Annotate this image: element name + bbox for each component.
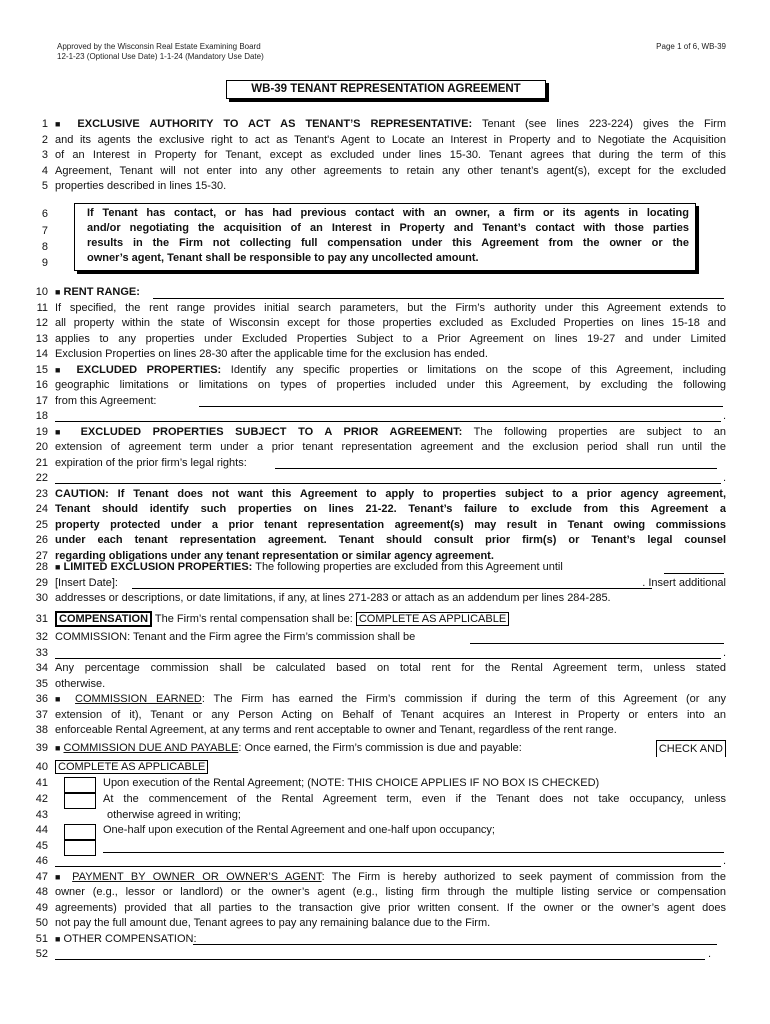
option-text-3: otherwise agreed in writing; xyxy=(107,808,241,821)
line-7: 7 xyxy=(41,225,48,237)
excluded-text-2: geographic limitations or limitations on types of properties included under this Agreement, by excluding the following xyxy=(55,379,726,391)
line-39: 39 ■ COMMISSION DUE AND PAYABLE: Once earned, the Firm’s commission is due and payable: CHECK AND xyxy=(0,740,770,757)
notice-line-2: and/or negotiating the acquisition of an Interest in Property and Tenant’s contact with those parties xyxy=(87,222,689,234)
exclusive-label: EXCLUSIVE AUTHORITY TO ACT AS TENANT’S REPRESENTATIVE: xyxy=(77,118,473,130)
line-43: 43 otherwise agreed in writing; xyxy=(0,808,770,824)
limited-text-1: The following properties are excluded from this Agreement until xyxy=(255,561,563,573)
limited-text-2-end: . Insert additional xyxy=(642,576,726,589)
compensation-text: The Firm’s rental compensation shall be: xyxy=(154,613,353,625)
other-label: OTHER COMPENSATION: xyxy=(63,932,197,945)
commission-field-2[interactable] xyxy=(55,658,721,659)
line-42: 42 At the commencement of the Rental Agreement term, even if the Tenant does not take occupancy, unless xyxy=(0,792,770,808)
caution-text-4: under each tenant representation agreement. Tenant should consult prior firm(s) or Tenant’s legal counsel xyxy=(55,534,726,546)
compensation-instruction: COMPLETE AS APPLICABLE xyxy=(356,612,509,626)
caution-text-1: CAUTION: If Tenant does not want this Agreement to apply to properties subject to a prior agency agreement, xyxy=(55,487,726,500)
line-29: 29 [Insert Date]: . Insert additional xyxy=(0,576,770,592)
payment-text-2: owner (e.g., lessor or landlord) or the owner’s agent (e.g., listing firm through the multiple listing service or compensation xyxy=(55,886,726,898)
other-compensation-field-2[interactable] xyxy=(55,959,705,960)
line-50: 50 not pay the full amount due, Tenant agrees to pay any remaining balance due to the Firm. xyxy=(0,916,770,932)
excluded-text-1: Identify any specific properties or limitations on the scope of this Agreement, including xyxy=(230,363,726,376)
caution-text-5: regarding obligations under any tenant representation or similar agency agreement. xyxy=(55,549,494,562)
notice-line-1: If Tenant has contact, or has had previous contact with an owner, a firm or its agents in locating xyxy=(87,207,689,219)
line-2: 2 and its agents the exclusive right to act as Tenant's Agent to Locate an Interest in Property and to Negotiate the Acquisition xyxy=(0,133,770,149)
line-26: 26 under each tenant representation agreement. Tenant should consult prior firm(s) or Tenant’s legal counsel xyxy=(0,533,770,549)
notice-line-3: results in the Firm not collecting full compensation under this Agreement from the owner or the xyxy=(87,237,689,249)
line-6: 6 xyxy=(41,208,48,220)
exclusive-text-3: of an Interest in Property for Tenant, except as excluded under lines 15-30. Tenant agrees that during the term of this xyxy=(55,149,726,161)
line-3: 3 of an Interest in Property for Tenant, except as excluded under lines 15-30. Tenant agrees that during the term of this xyxy=(0,148,770,164)
line-18-period: . xyxy=(722,410,726,422)
exclusive-text-2: and its agents the exclusive right to act as Tenant's Agent to Locate an Interest in Property and to Negotiate the Acquisition xyxy=(55,133,726,146)
line-34: 34 Any percentage commission shall be calculated based on total rent for the Rental Agreement term, unless stated xyxy=(0,661,770,677)
line-22: 22 . xyxy=(0,471,770,487)
line-48: 48 owner (e.g., lessor or landlord) or the owner’s agent (e.g., listing firm through the multiple listing service or compensation xyxy=(0,885,770,901)
prior-text-2: extension of agreement term under a prior tenant representation agreement and the exclusion period shall run until the xyxy=(55,441,726,453)
header-approval xyxy=(57,42,264,62)
prior-label: EXCLUDED PROPERTIES SUBJECT TO A PRIOR AGREEMENT: xyxy=(80,425,463,438)
line-46: 46 . xyxy=(0,854,770,870)
line-47: 47 ■ PAYMENT BY OWNER OR OWNER’S AGENT: The Firm is hereby authorized to seek payment of commission from the xyxy=(35,870,726,883)
option-other-field[interactable] xyxy=(103,852,724,853)
line-33-period: . xyxy=(722,646,726,659)
line-24: 24 Tenant should identify such properties on lines 21-22. Tenant’s failure to exclude from this Agreement a xyxy=(0,502,770,518)
notice-line-4: owner’s agent, Tenant shall be responsible to pay any uncollected amount. xyxy=(87,252,479,264)
line-15: 15 ■ EXCLUDED PROPERTIES: Identify any specific properties or limitations on the scope of this Agreement, including xyxy=(35,363,726,376)
line-4: 4 Agreement, Tenant will not enter into any other agreements to retain any other tenant’s agent(s), except for the excluded xyxy=(0,164,770,180)
header-page-number: Page 1 of 6, WB-39 xyxy=(656,42,726,51)
earned-label: COMMISSION EARNED xyxy=(75,693,202,705)
line-25: 25 property protected under a prior tenant representation agreement(s) may result in Tenant owing commissions xyxy=(0,518,770,534)
earned-text-3: enforceable Rental Agreement, at any terms and rent acceptable to owner and Tenant, regardless of the rent range. xyxy=(55,724,617,736)
limited-label: LIMITED EXCLUSION PROPERTIES: xyxy=(63,561,253,573)
line-8: 8 xyxy=(41,241,48,253)
line-36: 36 ■ COMMISSION EARNED: The Firm has earned the Firm’s commission if during the term of this Agreement (or any xyxy=(35,693,726,705)
compensation-label: COMPENSATION xyxy=(55,611,152,627)
percentage-text-2: otherwise. xyxy=(55,677,106,690)
rent-range-text-3: applies to any properties under Excluded Properties Subject to a Prior Agreement on lines 19-27 and under Limited xyxy=(55,332,726,345)
excluded-text-3: from this Agreement: xyxy=(55,394,157,407)
bullet: ■ xyxy=(55,694,67,704)
bullet: ■ xyxy=(55,119,68,129)
header-approval-line2: 12-1-23 (Optional Use Date) 1-1-24 (Mandatory Use Date) xyxy=(57,52,264,61)
exclusive-text-1: Tenant (see lines 223-224) gives the Firm xyxy=(481,118,726,130)
bullet: ■ xyxy=(55,364,67,375)
commission-text: COMMISSION: Tenant and the Firm agree the Firm’s commission shall be xyxy=(55,631,416,643)
due-instruction-2: COMPLETE AS APPLICABLE xyxy=(55,760,208,774)
rent-range-text-4: Exclusion Properties on lines 28-30 after the applicable time for the exclusion has ended. xyxy=(55,348,488,360)
limited-address-field[interactable] xyxy=(132,588,652,589)
header-approval-line1: Approved by the Wisconsin Real Estate Examining Board xyxy=(57,42,261,51)
line-23: 23 CAUTION: If Tenant does not want this Agreement to apply to properties subject to a prior agency agreement, xyxy=(0,487,770,503)
rent-range-label: RENT RANGE: xyxy=(63,286,140,298)
excluded-field-1[interactable] xyxy=(199,406,723,407)
due-label: COMMISSION DUE AND PAYABLE xyxy=(63,742,239,754)
payment-text-1: : The Firm is hereby authorized to seek payment of commission from the xyxy=(321,870,726,883)
line-30: 30 addresses or descriptions, or date limitations, if any, at lines 271-283 or attach as an addendum per lines 284-285. xyxy=(0,591,770,607)
bullet: ■ xyxy=(55,933,61,944)
option-other-field-2[interactable] xyxy=(55,866,721,867)
prior-text-3: expiration of the prior firm’s legal rights: xyxy=(55,456,247,469)
excluded-label: EXCLUDED PROPERTIES: xyxy=(76,363,222,376)
line-20: 20 extension of agreement term under a prior tenant representation agreement and the exclusion period shall run until the xyxy=(0,440,770,456)
earned-text-2: extension of it), Tenant or any Person Acting on Behalf of Tenant acquires an Interest in Property or enters into an xyxy=(55,708,726,721)
rent-range-text-1: If specified, the rent range provides initial search parameters, but the Firm’s authority under this Agreement extends to xyxy=(55,301,726,314)
line-28: 28 ■ LIMITED EXCLUSION PROPERTIES: The following properties are excluded from this Agreement until xyxy=(35,561,563,573)
line-1: 1 ■ EXCLUSIVE AUTHORITY TO ACT AS TENANT’S REPRESENTATIVE: Tenant (see lines 223-224) gives the Firm xyxy=(41,118,726,130)
caution-text-3: property protected under a prior tenant representation agreement(s) may result in Tenant owing commissions xyxy=(55,518,726,531)
line-12: 12 all property within the state of Wisconsin except for those properties excluded as Excluded Properties on lines 15-18 and xyxy=(0,316,770,332)
line-18: 18 . xyxy=(0,409,770,425)
line-51: 51 ■ OTHER COMPENSATION: xyxy=(35,932,197,945)
line-31: 31 COMPENSATION The Firm’s rental compensation shall be: COMPLETE AS APPLICABLE xyxy=(0,610,770,628)
line-9: 9 xyxy=(41,257,48,269)
limited-text-2-start: [Insert Date]: xyxy=(55,576,118,589)
exclusive-text-5: properties described in lines 15-30. xyxy=(55,180,227,192)
line-46-period: . xyxy=(722,855,726,867)
prior-field-2[interactable] xyxy=(55,483,721,484)
option-text-4: One-half upon execution of the Rental Agreement and one-half upon occupancy; xyxy=(103,824,495,836)
line-41: 41 Upon execution of the Rental Agreement; (NOTE: THIS CHOICE APPLIES IF NO BOX IS CHECKED) xyxy=(0,776,770,792)
line-32: 32 COMMISSION: Tenant and the Firm agree the Firm’s commission shall be xyxy=(0,630,770,646)
line-52: 52 . xyxy=(0,947,770,963)
line-27: 27 regarding obligations under any tenant representation or similar agency agreement. xyxy=(0,549,770,565)
prior-field-1[interactable] xyxy=(275,468,717,469)
line-35: 35 otherwise. xyxy=(0,677,770,693)
due-text-1: : Once earned, the Firm’s commission is due and payable: xyxy=(238,742,522,754)
document-title: WB-39 TENANT REPRESENTATION AGREEMENT xyxy=(226,80,546,99)
bullet: ■ xyxy=(55,426,69,437)
bullet: ■ xyxy=(55,743,61,753)
payment-text-4: not pay the full amount due, Tenant agrees to pay any remaining balance due to the Firm. xyxy=(55,917,491,929)
earned-text-1: : The Firm has earned the Firm’s commission if during the term of this Agreement (or any xyxy=(201,693,726,705)
option-text-2: At the commencement of the Rental Agreement term, even if the Tenant does not take occupancy, unless xyxy=(103,793,726,805)
line-17: 17 from this Agreement: xyxy=(0,394,770,410)
line-16: 16 geographic limitations or limitations on types of properties included under this Agreement, by excluding the following xyxy=(0,378,770,394)
line-38: 38 enforceable Rental Agreement, at any terms and rent acceptable to owner and Tenant, regardless of the rent range. xyxy=(0,723,770,739)
option-text-1: Upon execution of the Rental Agreement; (NOTE: THIS CHOICE APPLIES IF NO BOX IS CHECKED) xyxy=(103,777,600,789)
line-10: 10 ■ RENT RANGE: xyxy=(35,286,140,298)
excluded-field-2[interactable] xyxy=(55,421,721,422)
rent-range-text-2: all property within the state of Wisconsin except for those properties excluded as Excluded Properties on lines 15-18 and xyxy=(55,317,726,329)
uncollected-amount-notice xyxy=(74,203,696,271)
line-21: 21 expiration of the prior firm’s legal rights: xyxy=(0,456,770,472)
limited-date-field[interactable] xyxy=(664,573,724,574)
caution-text-2: Tenant should identify such properties on lines 21-22. Tenant’s failure to exclude from this Agreement a xyxy=(55,503,726,515)
line-49: 49 agreements) provided that all parties to the transaction give prior written consent. If the owner or the owner’s agent does xyxy=(0,901,770,917)
percentage-text-1: Any percentage commission shall be calculated based on total rent for the Rental Agreement term, unless stated xyxy=(55,662,726,674)
prior-text-1: The following properties are subject to an xyxy=(473,425,726,438)
line-44: 44 One-half upon execution of the Rental Agreement and one-half upon occupancy; xyxy=(0,823,770,839)
line-45: 45 xyxy=(35,839,48,852)
payment-text-3: agreements) provided that all parties to the transaction give prior written consent. If the owner or the owner’s agent does xyxy=(55,901,726,914)
line-19: 19 ■ EXCLUDED PROPERTIES SUBJECT TO A PRIOR AGREEMENT: The following properties are subject to an xyxy=(35,425,726,438)
line-33: 33 . xyxy=(0,646,770,662)
bullet: ■ xyxy=(55,871,65,882)
other-compensation-field-1[interactable] xyxy=(193,944,717,945)
line-11: 11 If specified, the rent range provides initial search parameters, but the Firm’s authority under this Agreement extends to xyxy=(0,301,770,317)
payment-label: PAYMENT BY OWNER OR OWNER’S AGENT xyxy=(72,870,322,883)
line-37: 37 extension of it), Tenant or any Person Acting on Behalf of Tenant acquires an Interest in Property or enters into an xyxy=(0,708,770,724)
bullet: ■ xyxy=(55,287,61,297)
due-instruction-1: CHECK AND xyxy=(656,740,726,757)
rent-range-field[interactable] xyxy=(153,298,724,299)
line-52-period: . xyxy=(707,948,711,960)
line-40: 40 COMPLETE AS APPLICABLE xyxy=(0,759,770,776)
limited-text-3: addresses or descriptions, or date limitations, if any, at lines 271-283 or attach as an addendum per lines 284-285. xyxy=(55,592,611,604)
line-14: 14 Exclusion Properties on lines 28-30 after the applicable time for the exclusion has ended. xyxy=(0,347,770,363)
line-22-period: . xyxy=(722,472,726,484)
exclusive-text-4: Agreement, Tenant will not enter into any other agreements to retain any other tenant’s agent(s), except for the excluded xyxy=(55,164,726,177)
line-5: 5 properties described in lines 15-30. xyxy=(0,179,770,195)
line-13: 13 applies to any properties under Excluded Properties Subject to a Prior Agreement on lines 19-27 and under Limited xyxy=(0,332,770,348)
commission-field-1[interactable] xyxy=(470,643,724,644)
bullet: ■ xyxy=(55,562,61,572)
